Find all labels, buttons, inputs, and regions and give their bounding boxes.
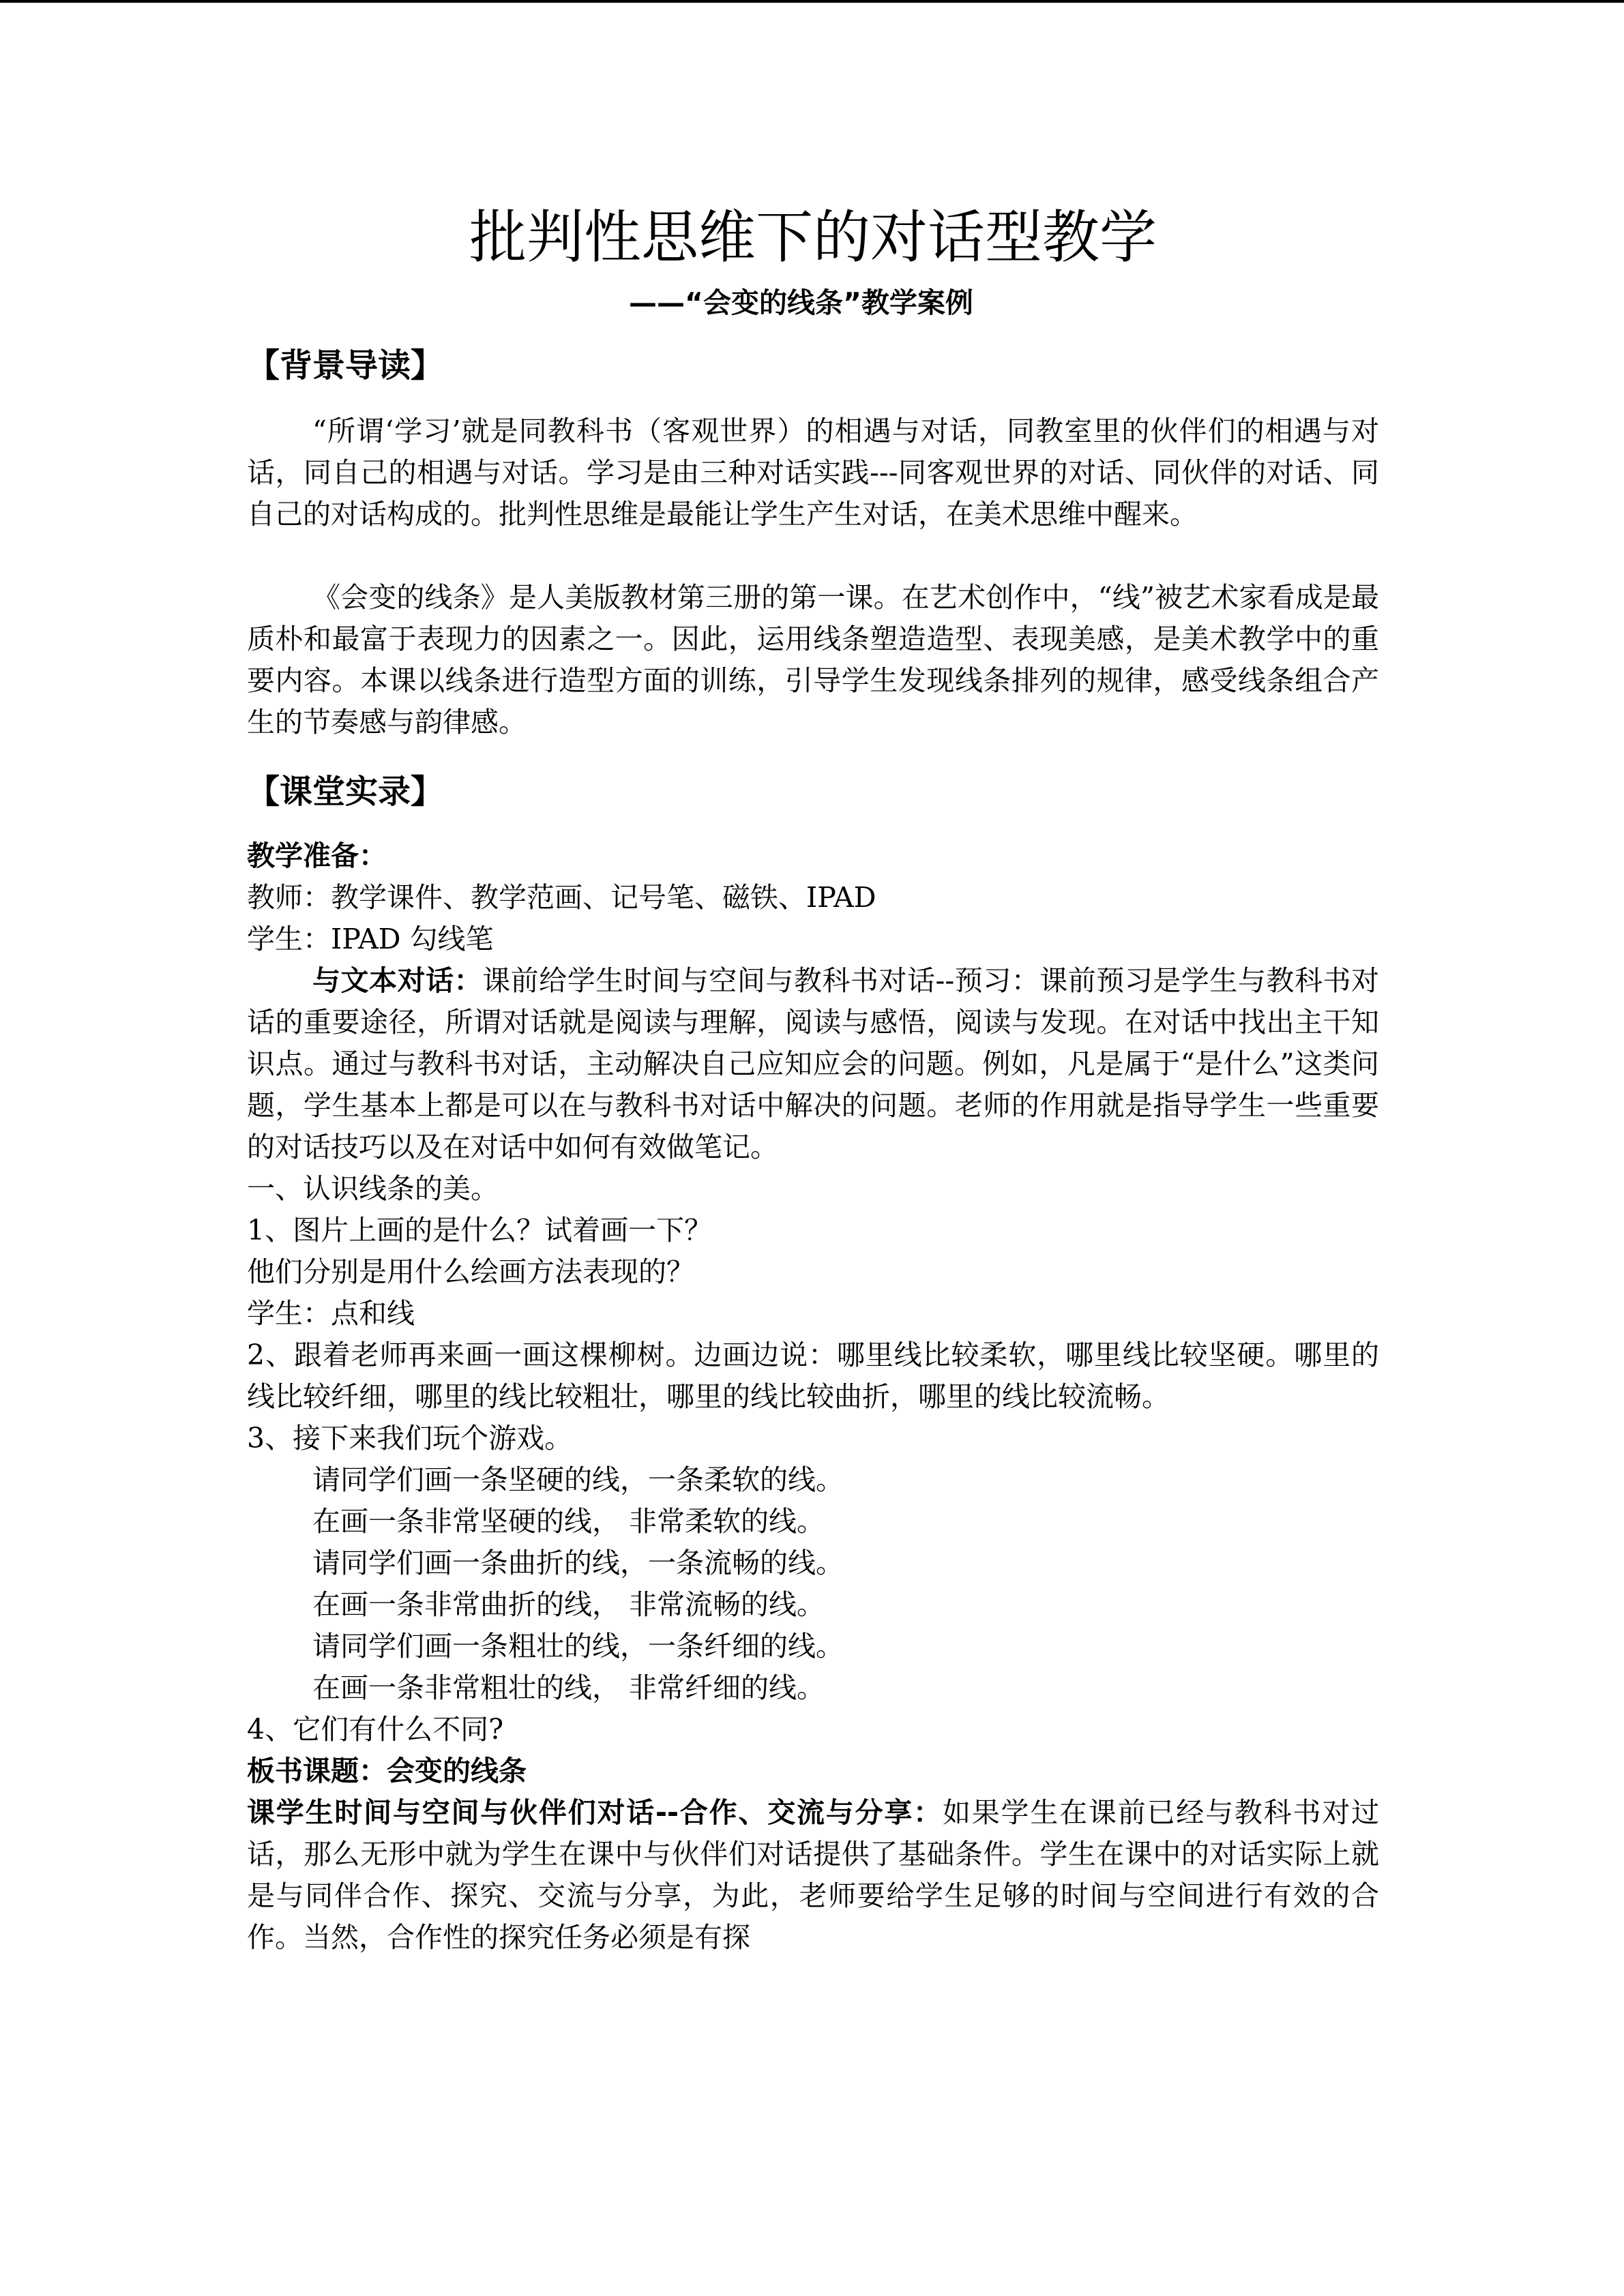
classroom-body — [247, 835, 1379, 1958]
student-prep: 学生：IPAD 勾线笔 — [247, 923, 494, 955]
dialogue-with-text-body: 课前给学生时间与空间与教科书对话--预习：课前预习是学生与教科书对话的重要途径，所谓对话就是阅读与理解，阅读与感悟，阅读与发现。在对话中找出主干知识点。通过与教科书对话，主动解决自己应知应会的问题。例如，凡是属于“是什么”这类问题，学生基本上都是可以在与教科书对话中解决的问题。老师的作用就是指导学生一些重要的对话技巧以及在对话中如何有效做笔记。 — [247, 964, 1379, 1163]
game-line: 请同学们画一条坚硬的线，一条柔软的线。 — [312, 1463, 844, 1496]
question-2: 2、跟着老师再来画一画这棵柳树。边画边说：哪里线比较柔软，哪里线比较坚硬。哪里的线比较纤细，哪里的线比较粗壮，哪里的线比较曲折，哪里的线比较流畅。 — [247, 1339, 1379, 1413]
document-title: 批判性思维下的对话型教学 — [469, 204, 1157, 271]
section-heading-background: 【背景导读】 — [247, 346, 444, 385]
game-line: 在画一条非常曲折的线， 非常流畅的线。 — [312, 1588, 825, 1621]
top-border-line — [0, 0, 1624, 3]
question-1-answer: 学生：点和线 — [247, 1297, 415, 1330]
background-paragraph-1: “所谓‘学习’就是同教科书（客观世界）的相遇与对话，同教室里的伙伴们的相遇与对话，同自己的相遇与对话。学习是由三种对话实践---同客观世界的对话、同伙伴的对话、同自己的对话构成的。批判性思维是最能让学生产生对话，在美术思维中醒来。 — [247, 415, 1379, 531]
dialogue-with-text-paragraph — [247, 960, 1379, 1168]
section-heading-classroom: 【课堂实录】 — [247, 773, 444, 811]
partner-dialogue-label: 课学生时间与空间与伙伴们对话--合作、交流与分享： — [247, 1796, 943, 1829]
question-3: 3、接下来我们玩个游戏。 — [247, 1422, 573, 1455]
game-line: 在画一条非常坚硬的线， 非常柔软的线。 — [312, 1505, 825, 1538]
prep-heading: 教学准备： — [247, 839, 387, 872]
game-line: 请同学们画一条粗壮的线，一条纤细的线。 — [312, 1630, 844, 1663]
part1-title: 一、认识线条的美。 — [247, 1172, 499, 1205]
question-1b: 他们分别是用什么绘画方法表现的？ — [247, 1255, 694, 1288]
partner-dialogue-paragraph — [247, 1792, 1379, 1958]
game-line: 在画一条非常粗壮的线， 非常纤细的线。 — [312, 1671, 825, 1704]
question-4: 4、它们有什么不同? — [247, 1713, 504, 1746]
document-subtitle: ——“会变的线条”教学案例 — [629, 286, 973, 319]
teacher-prep: 教师：教学课件、教学范画、记号笔、磁铁、IPAD — [247, 881, 876, 914]
partner-dialogue-body: 如果学生在课前已经与教科书对过话，那么无形中就为学生在课中与伙伴们对话提供了基础条件。学生在课中的对话实际上就是与同伴合作、探究、交流与分享，为此，老师要给学生足够的时间与空间进行有效的合作。当然，合作性的探究任务必须是有探 — [247, 1796, 1380, 1954]
question-1: 1、图片上画的是什么？试着画一下？ — [247, 1214, 713, 1247]
background-paragraph-2: 《会变的线条》是人美版教材第三册的第一课。在艺术创作中，“线”被艺术家看成是最质朴和最富于表现力的因素之一。因此，运用线条塑造造型、表现美感，是美术教学中的重要内容。本课以线条进行造型方面的训练，引导学生发现线条排列的规律，感受线条组合产生的节奏感与韵律感。 — [247, 581, 1379, 739]
board-title: 板书课题：会变的线条 — [247, 1755, 527, 1787]
game-line: 请同学们画一条曲折的线，一条流畅的线。 — [312, 1547, 844, 1579]
dialogue-with-text-label: 与文本对话： — [312, 964, 483, 997]
